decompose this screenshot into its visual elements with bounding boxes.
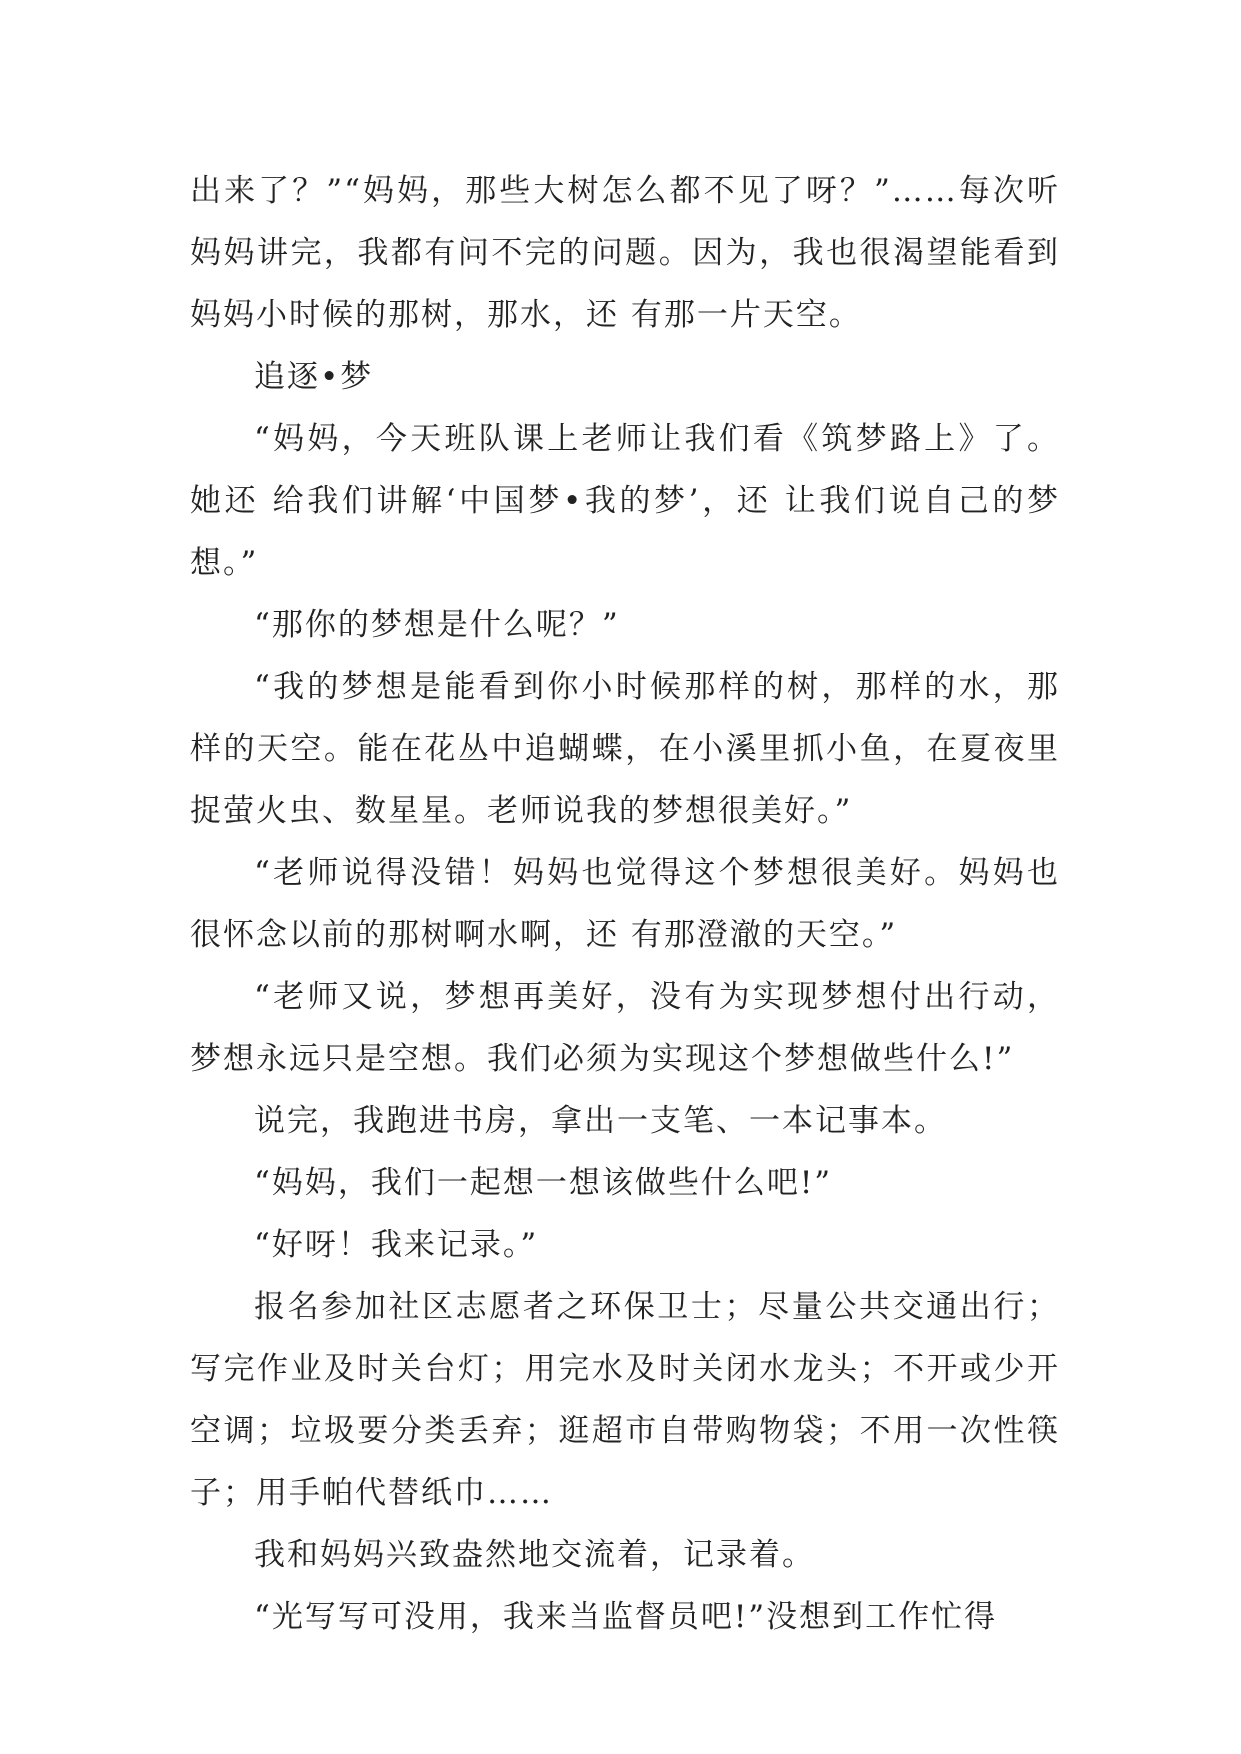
paragraph: “妈妈，我们一起想一想该做些什么吧!” <box>254 1165 833 1201</box>
paragraph: “好呀！我来记录。” <box>254 1227 539 1263</box>
paragraph-continuation: 出来了？”“妈妈，那些大树怎么都不见了呀？”……每次听妈妈讲完，我都有问不完的问题。因为，我也很渴望能看到妈妈小时候的那树，那水，还 有那一片天空。 <box>190 173 1060 333</box>
paragraph: 说完，我跑进书房，拿出一支笔、一本记事本。 <box>254 1103 947 1139</box>
paragraph: “老师说得没错！妈妈也觉得这个梦想很美好。妈妈也很怀念以前的那树啊水啊，还 有那澄澈的天空。” <box>190 855 1060 953</box>
paragraph: 我和妈妈兴致盎然地交流着，记录着。 <box>254 1537 815 1573</box>
section-heading: 追逐•梦 <box>254 359 374 395</box>
paragraph: “老师又说，梦想再美好，没有为实现梦想付出行动，梦想永远只是空想。我们必须为实现这个梦想做些什么!” <box>190 979 1060 1077</box>
paragraph: “妈妈，今天班队课上老师让我们看《筑梦路上》了。她还 给我们讲解‘中国梦•我的梦’，还 让我们说自己的梦想。” <box>190 421 1060 581</box>
paragraph: “光写写可没用，我来当监督员吧!”没想到工作忙得 <box>254 1599 998 1635</box>
body-text <box>190 160 1060 1648</box>
paragraph: “那你的梦想是什么呢？” <box>254 607 620 643</box>
paragraph: 报名参加社区志愿者之环保卫士；尽量公共交通出行；写完作业及时关台灯；用完水及时关闭水龙头；不开或少开空调；垃圾要分类丢弃；逛超市自带购物袋；不用一次性筷子；用手帕代替纸巾…… <box>190 1289 1060 1511</box>
paragraph: “我的梦想是能看到你小时候那样的树，那样的水，那样的天空。能在花丛中追蝴蝶，在小溪里抓小鱼，在夏夜里捉萤火虫、数星星。老师说我的梦想很美好。” <box>190 669 1060 829</box>
